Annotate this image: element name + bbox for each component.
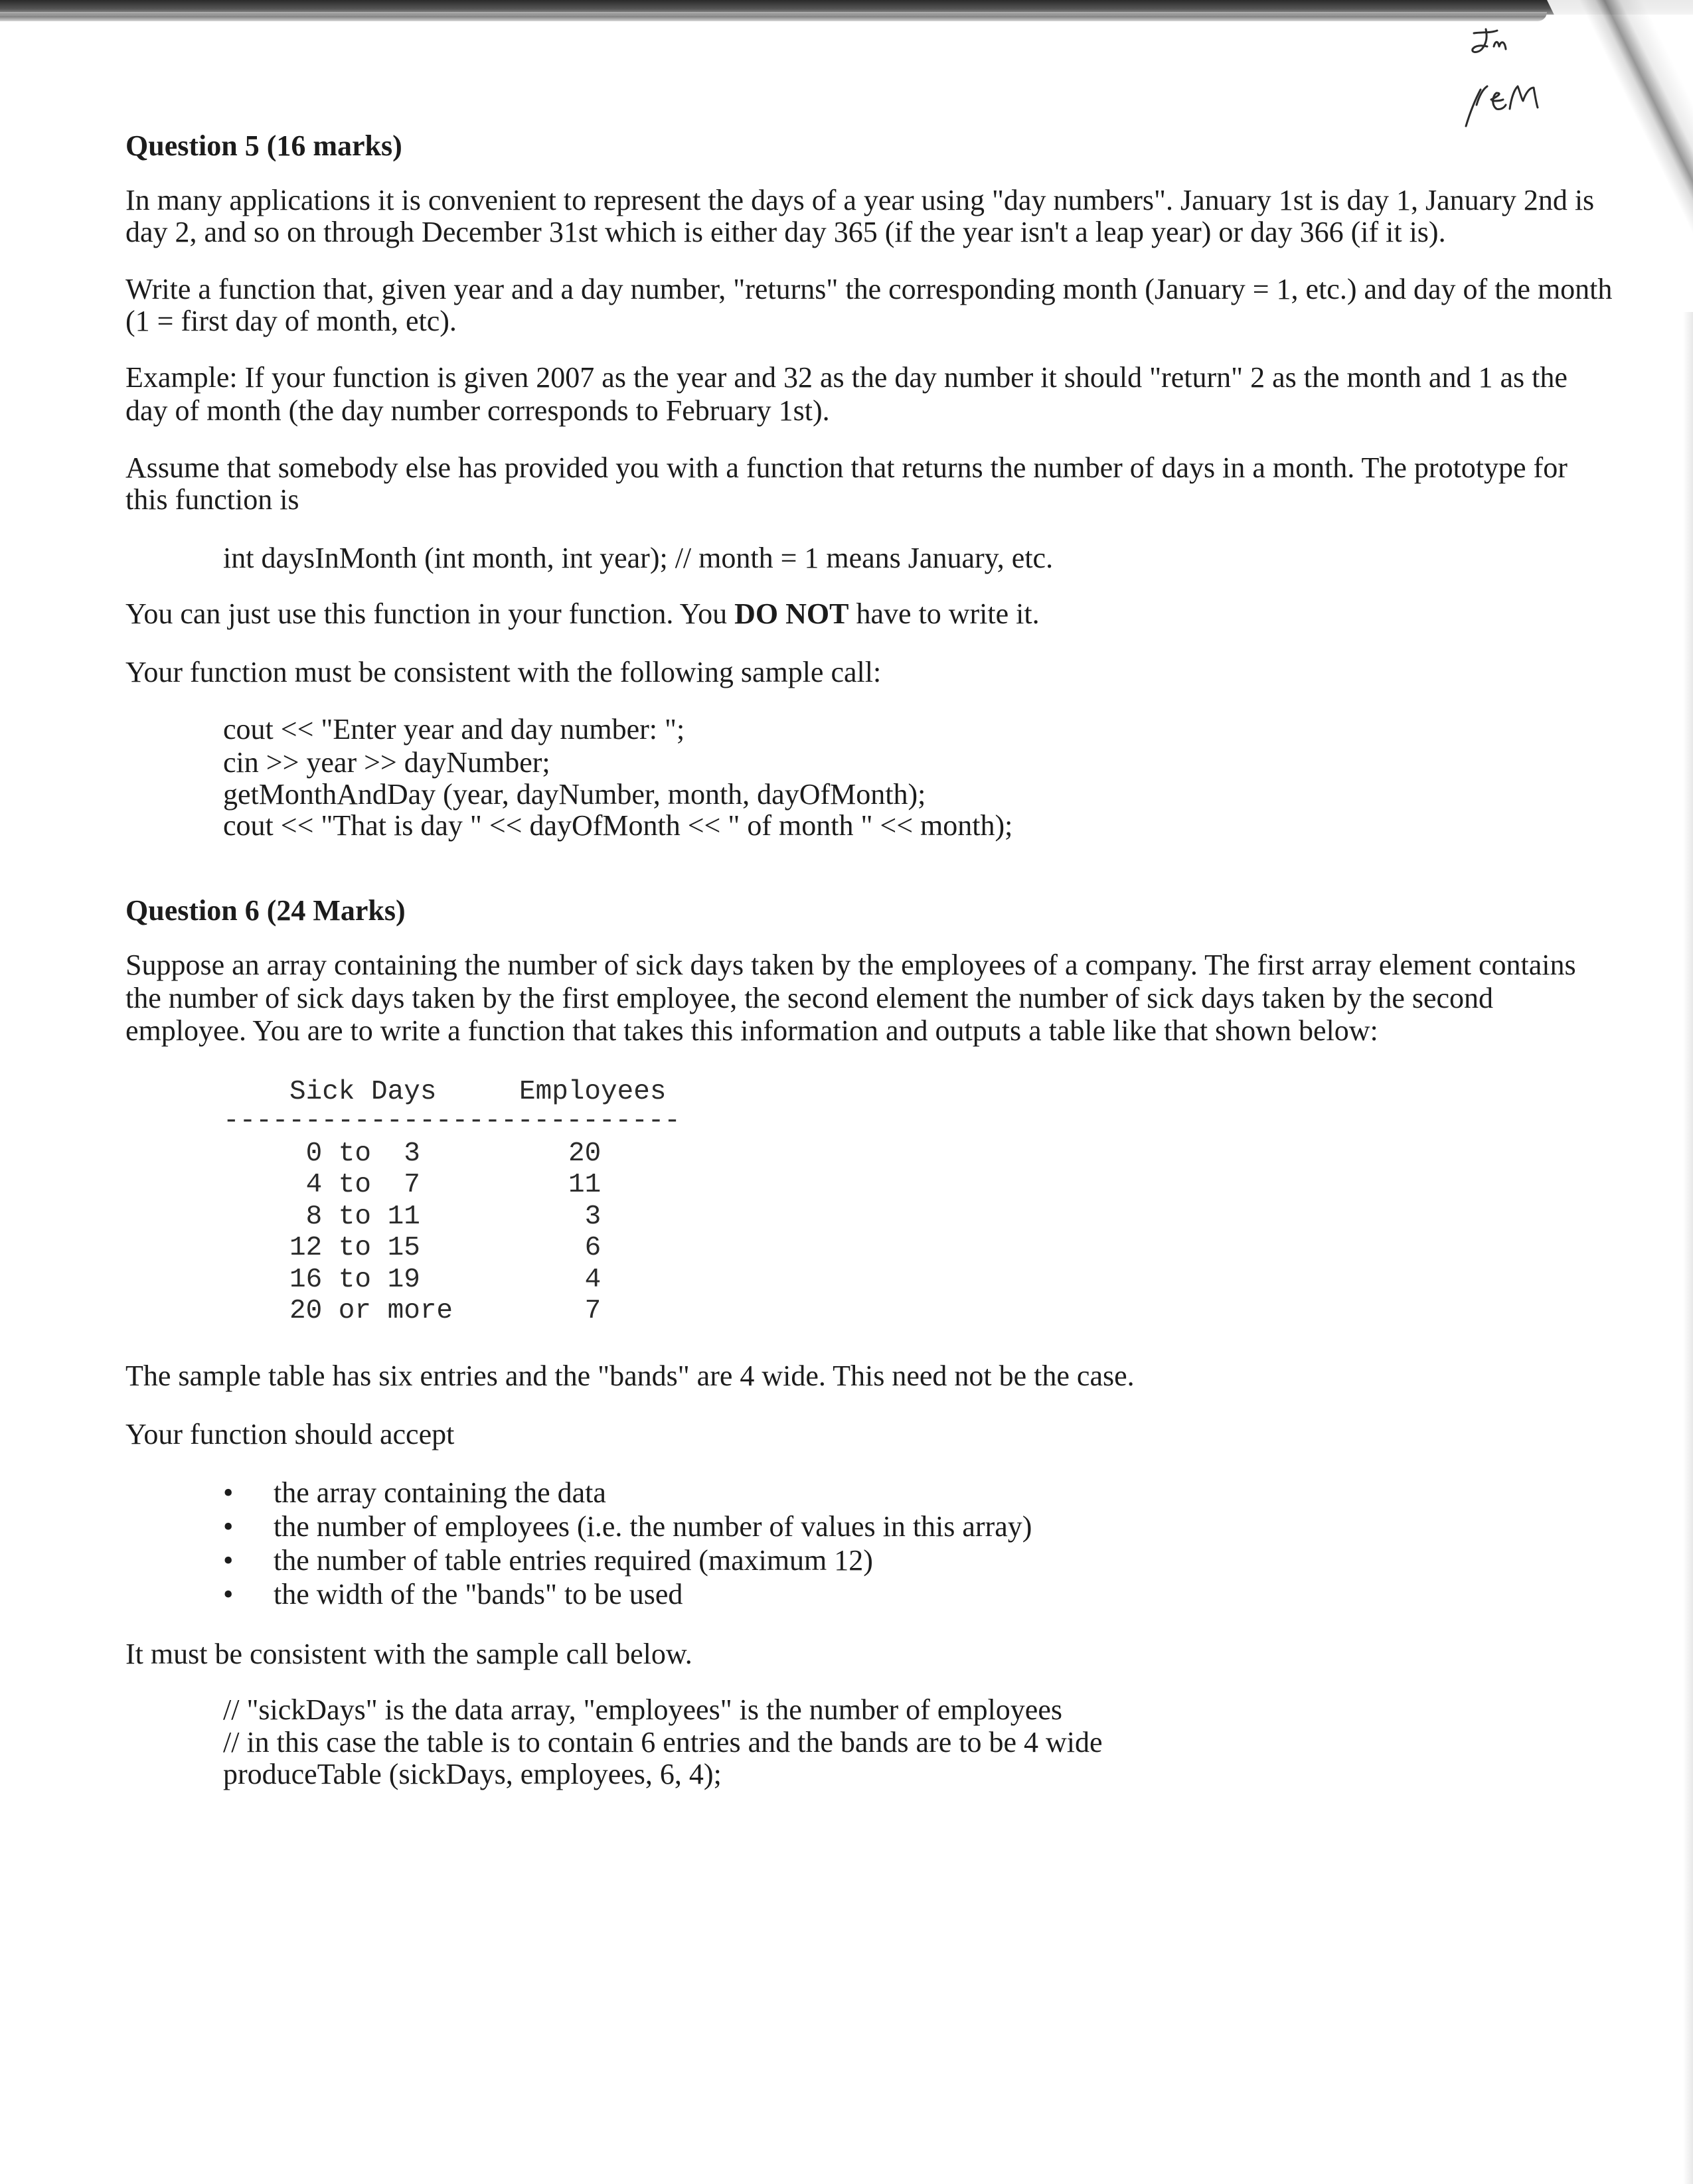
q6-code-line: // "sickDays" is the data array, "employees" is the number of employees bbox=[223, 1693, 1062, 1726]
q5-code-line: cout << "That is day " << dayOfMonth << " of month " << month); bbox=[223, 809, 1013, 842]
q6-code-line: produceTable (sickDays, employees, 6, 4); bbox=[223, 1758, 722, 1790]
table-row-count: 20 bbox=[568, 1138, 602, 1169]
table-row-count: 11 bbox=[568, 1170, 602, 1200]
q5-note-before: You can just use this function in your function. You bbox=[125, 597, 735, 630]
q6-para1-line1: Suppose an array containing the number of sick days taken by the employees of a company. The first array element contains bbox=[125, 949, 1576, 981]
bullet-item: the width of the "bands" to be used bbox=[274, 1578, 683, 1610]
scan-page-edge bbox=[0, 12, 1547, 21]
table-row-count: 6 bbox=[568, 1233, 602, 1263]
bullet-item: the number of employees (i.e. the number of values in this array) bbox=[274, 1510, 1032, 1543]
q6-code-line: // in this case the table is to contain 6 entries and the bands are to be 4 wide bbox=[223, 1726, 1103, 1758]
q5-note-after: have to write it. bbox=[848, 597, 1040, 630]
q6-sample-intro: It must be consistent with the sample call below. bbox=[125, 1638, 692, 1670]
bullet-icon: • bbox=[223, 1578, 234, 1610]
bullet-item: the number of table entries required (maximum 12) bbox=[274, 1544, 873, 1577]
q6-heading: Question 6 (24 Marks) bbox=[125, 894, 406, 927]
bullet-icon: • bbox=[223, 1544, 234, 1577]
table-row-count: 4 bbox=[568, 1265, 602, 1295]
q6-para1-line2: the number of sick days taken by the first employee, the second element the number of sick days taken by the second bbox=[125, 982, 1494, 1014]
q5-para1-line1: In many applications it is convenient to represent the days of a year using "day numbers". January 1st is day 1, January 2nd is bbox=[125, 184, 1595, 216]
q6-para1-line3: employee. You are to write a function that takes this information and outputs a table like that shown below: bbox=[125, 1014, 1378, 1047]
q5-note bbox=[125, 598, 1040, 630]
q6-para2: The sample table has six entries and the "bands" are 4 wide. This need not be the case. bbox=[125, 1360, 1135, 1392]
q5-assume-line1: Assume that somebody else has provided you with a function that returns the number of days in a month. The prototype for bbox=[125, 451, 1568, 484]
table-row-range: 4 to 7 bbox=[289, 1170, 420, 1200]
handwritten-initials bbox=[1441, 27, 1573, 133]
table-row-range: 16 to 19 bbox=[289, 1265, 420, 1295]
q5-note-emphasis: DO NOT bbox=[734, 597, 849, 630]
q5-example-line2: day of month (the day number corresponds to February 1st). bbox=[125, 394, 830, 427]
bullet-icon: • bbox=[223, 1476, 234, 1509]
table-header-sick-days: Sick Days bbox=[289, 1077, 437, 1107]
q5-prototype: int daysInMonth (int month, int year); // month = 1 means January, etc. bbox=[223, 542, 1054, 574]
table-header-employees: Employees bbox=[519, 1077, 667, 1107]
q5-para2-line2: (1 = first day of month, etc). bbox=[125, 305, 457, 337]
bullet-icon: • bbox=[223, 1510, 234, 1543]
q5-code-line: cin >> year >> dayNumber; bbox=[223, 746, 550, 779]
q5-heading: Question 5 (16 marks) bbox=[125, 129, 402, 162]
scan-right-edge bbox=[1683, 312, 1693, 2184]
table-row-count: 7 bbox=[568, 1296, 602, 1326]
q5-sample-intro: Your function must be consistent with the following sample call: bbox=[125, 656, 882, 688]
table-row-range: 12 to 15 bbox=[289, 1233, 420, 1263]
q5-assume-line2: this function is bbox=[125, 483, 299, 516]
q5-para1-line2: day 2, and so on through December 31st which is either day 365 (if the year isn't a leap year) or day 366 (if it is). bbox=[125, 216, 1446, 248]
q5-example-line1: Example: If your function is given 2007 as the year and 32 as the day number it should "return" 2 as the month and 1 as the bbox=[125, 361, 1568, 394]
q6-accept-intro: Your function should accept bbox=[125, 1418, 455, 1450]
table-row-range: 0 to 3 bbox=[289, 1138, 420, 1169]
q5-code-line: getMonthAndDay (year, dayNumber, month, dayOfMonth); bbox=[223, 778, 926, 811]
q5-code-line: cout << "Enter year and day number: "; bbox=[223, 713, 685, 745]
table-row-range: 20 or more bbox=[289, 1296, 453, 1326]
bullet-item: the array containing the data bbox=[274, 1476, 606, 1509]
table-separator: ---------------------------- bbox=[223, 1106, 681, 1136]
table-row-range: 8 to 11 bbox=[289, 1202, 420, 1232]
table-row-count: 3 bbox=[568, 1202, 602, 1232]
q5-para2-line1: Write a function that, given year and a day number, "returns" the corresponding month (January = 1, etc.) and day of the month bbox=[125, 273, 1613, 305]
